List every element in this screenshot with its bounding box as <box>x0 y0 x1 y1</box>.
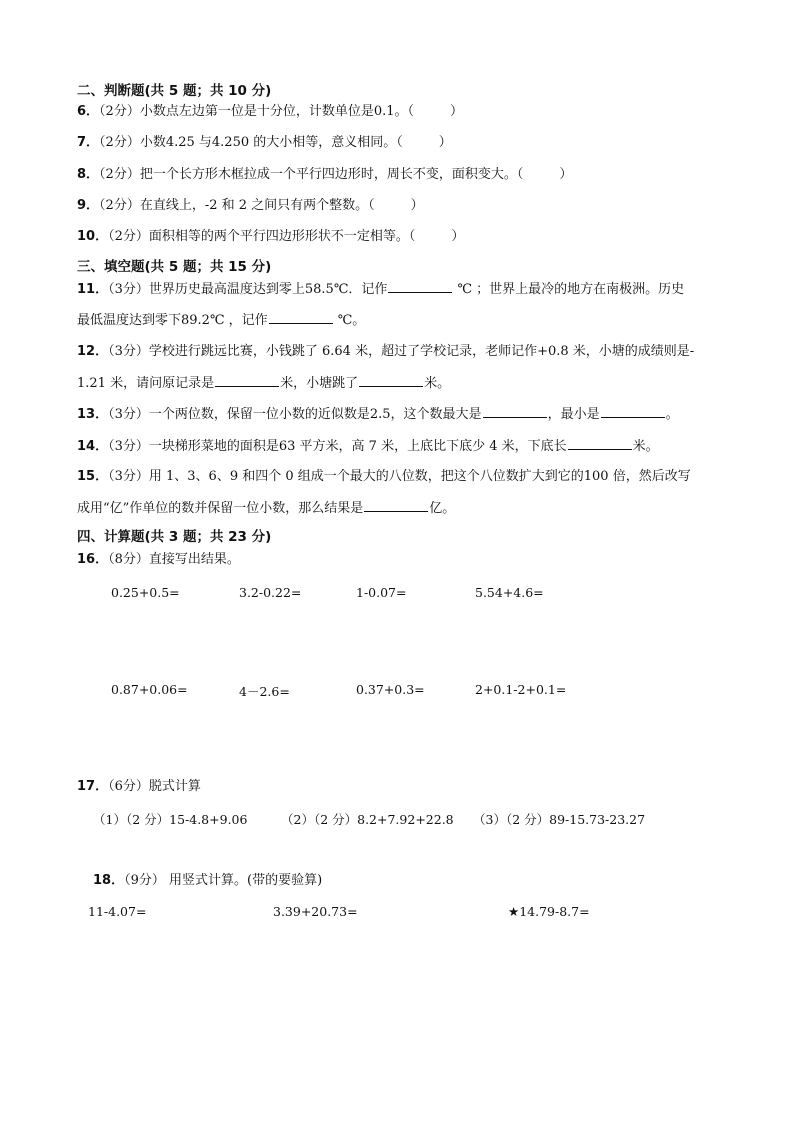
answer-blank[interactable] <box>269 311 333 324</box>
question-text: 。 <box>665 407 679 422</box>
calc-item: 5.54+4.6= <box>475 585 544 600</box>
question-16 <box>77 551 240 569</box>
question-text: 世界历史最高温度达到零上58.5℃．记作 <box>148 282 388 297</box>
question-number: 15． <box>77 469 109 484</box>
question-number: 6． <box>77 104 100 119</box>
calc-item: （1）（2 分）15-4.8+9.06 <box>93 812 248 827</box>
question-17 <box>77 778 201 796</box>
question-text: 把一个长方形木框拉成一个平行四边形时，周长不变，面积变大。（ <box>139 167 524 182</box>
question-score: （8分） <box>108 552 149 567</box>
question-score: （2分） <box>99 135 140 150</box>
calc-item: 11-4.07= <box>88 904 147 919</box>
question-number: 9． <box>77 198 100 213</box>
paren-close: ） <box>410 198 424 213</box>
answer-blank[interactable] <box>388 280 452 293</box>
question-15-cont <box>77 499 455 518</box>
answer-blank[interactable] <box>483 405 547 418</box>
calc-item: 3.2-0.22= <box>239 585 302 600</box>
section-title-fill-blank: 三、填空题(共 5 题；共 15 分) <box>77 259 272 275</box>
question-number: 8． <box>77 167 100 182</box>
paren-close: ） <box>450 104 464 119</box>
question-score: （3分） <box>108 344 149 359</box>
question-number: 17． <box>77 779 109 794</box>
question-text: 一个两位数，保留一位小数的近似数是2.5，这个数最大是 <box>148 407 482 422</box>
answer-blank[interactable] <box>568 437 632 450</box>
section-title-calculation: 四、计算题(共 3 题；共 23 分) <box>77 529 272 545</box>
answer-blank[interactable] <box>215 374 279 387</box>
question-10 <box>77 228 464 246</box>
question-text: ℃ ；世界上最冷的地方在南极洲。历史 <box>453 282 685 297</box>
question-number: 7． <box>77 135 100 150</box>
question-text: 1.21 米，请问原记录是 <box>77 376 215 391</box>
question-score: （3分） <box>108 282 149 297</box>
calc-item: 3.39+20.73= <box>273 904 358 919</box>
question-8 <box>77 166 572 184</box>
question-text: 一块梯形菜地的面积是63 平方米，高 7 米，上底比下底少 4 米，下底长 <box>148 439 567 454</box>
question-number: 18． <box>93 873 125 888</box>
paren-close: ） <box>559 167 573 182</box>
calc-item: 0.37+0.3= <box>356 682 425 697</box>
question-11 <box>77 280 684 299</box>
calc-item: 0.87+0.06= <box>111 682 188 697</box>
question-score: （3分） <box>108 469 149 484</box>
question-text: 米。 <box>424 376 451 391</box>
question-text: 脱式计算 <box>148 779 201 794</box>
paren-close: ） <box>438 135 452 150</box>
question-text: 成用“亿”作单位的数并保留一位小数，那么结果是 <box>77 501 364 516</box>
question-14 <box>77 437 659 456</box>
question-number: 13． <box>77 407 109 422</box>
calc-item: ★14.79-8.7= <box>508 904 590 919</box>
question-text: 面积相等的两个平行四边形形状不一定相等。（ <box>148 229 416 244</box>
question-text: 用 1、3、6、9 和四个 0 组成一个最大的八位数，把这个八位数扩大到它的100 倍，然后改写 <box>148 469 691 484</box>
question-score: （3分） <box>108 407 149 422</box>
question-text: 小数4.25 与4.250 的大小相等，意义相同。（ <box>139 135 403 150</box>
question-score: （2分） <box>108 229 149 244</box>
question-6 <box>77 103 463 121</box>
question-text: 学校进行跳远比赛，小钱跳了 6.64 米，超过了学校记录，老师记作+0.8 米，小塘的成绩则是- <box>148 344 695 359</box>
question-text: ，最小是 <box>547 407 600 422</box>
question-text: ℃。 <box>333 313 366 328</box>
question-text: 米，小塘跳了 <box>280 376 359 391</box>
calc-item: 1-0.07= <box>356 585 407 600</box>
answer-blank[interactable] <box>359 374 423 387</box>
question-text: 米。 <box>632 439 659 454</box>
question-12-cont <box>77 374 450 393</box>
question-score: （3分） <box>108 439 149 454</box>
question-9 <box>77 197 424 215</box>
question-text: 小数点左边第一位是十分位，计数单位是0.1。（ <box>139 104 415 119</box>
paren-close: ） <box>451 229 465 244</box>
question-text: 在直线上，-2 和 2 之间只有两个整数。（ <box>139 198 375 213</box>
question-11-cont <box>77 311 365 330</box>
question-18 <box>93 872 322 890</box>
answer-blank[interactable] <box>364 499 428 512</box>
section-title-judgement: 二、判断题(共 5 题；共 10 分) <box>77 83 272 99</box>
calc-item: 0.25+0.5= <box>111 585 180 600</box>
question-7 <box>77 134 452 152</box>
question-score: （2分） <box>99 198 140 213</box>
calc-item: 4－2.6= <box>239 684 290 699</box>
question-text: 亿。 <box>429 501 456 516</box>
calc-item: 2+0.1-2+0.1= <box>475 682 567 697</box>
question-13 <box>77 405 679 424</box>
question-text: 用竖式计算。(带的要验算) <box>164 873 323 888</box>
question-number: 10． <box>77 229 109 244</box>
question-score: （6分） <box>108 779 149 794</box>
question-number: 11． <box>77 282 109 297</box>
question-12 <box>77 343 694 361</box>
question-number: 12． <box>77 344 109 359</box>
question-text: 直接写出结果。 <box>148 552 240 567</box>
question-text: 最低温度达到零下89.2℃ ，记作 <box>77 313 268 328</box>
answer-blank[interactable] <box>601 405 665 418</box>
calc-item: （3）（2 分）89-15.73-23.27 <box>473 812 646 827</box>
calc-item: （2）（2 分）8.2+7.92+22.8 <box>281 812 454 827</box>
question-number: 16． <box>77 552 109 567</box>
question-score: （2分） <box>99 104 140 119</box>
question-15 <box>77 468 691 486</box>
question-number: 14． <box>77 439 109 454</box>
question-score: （2分） <box>99 167 140 182</box>
question-score: （9分） <box>124 873 165 888</box>
